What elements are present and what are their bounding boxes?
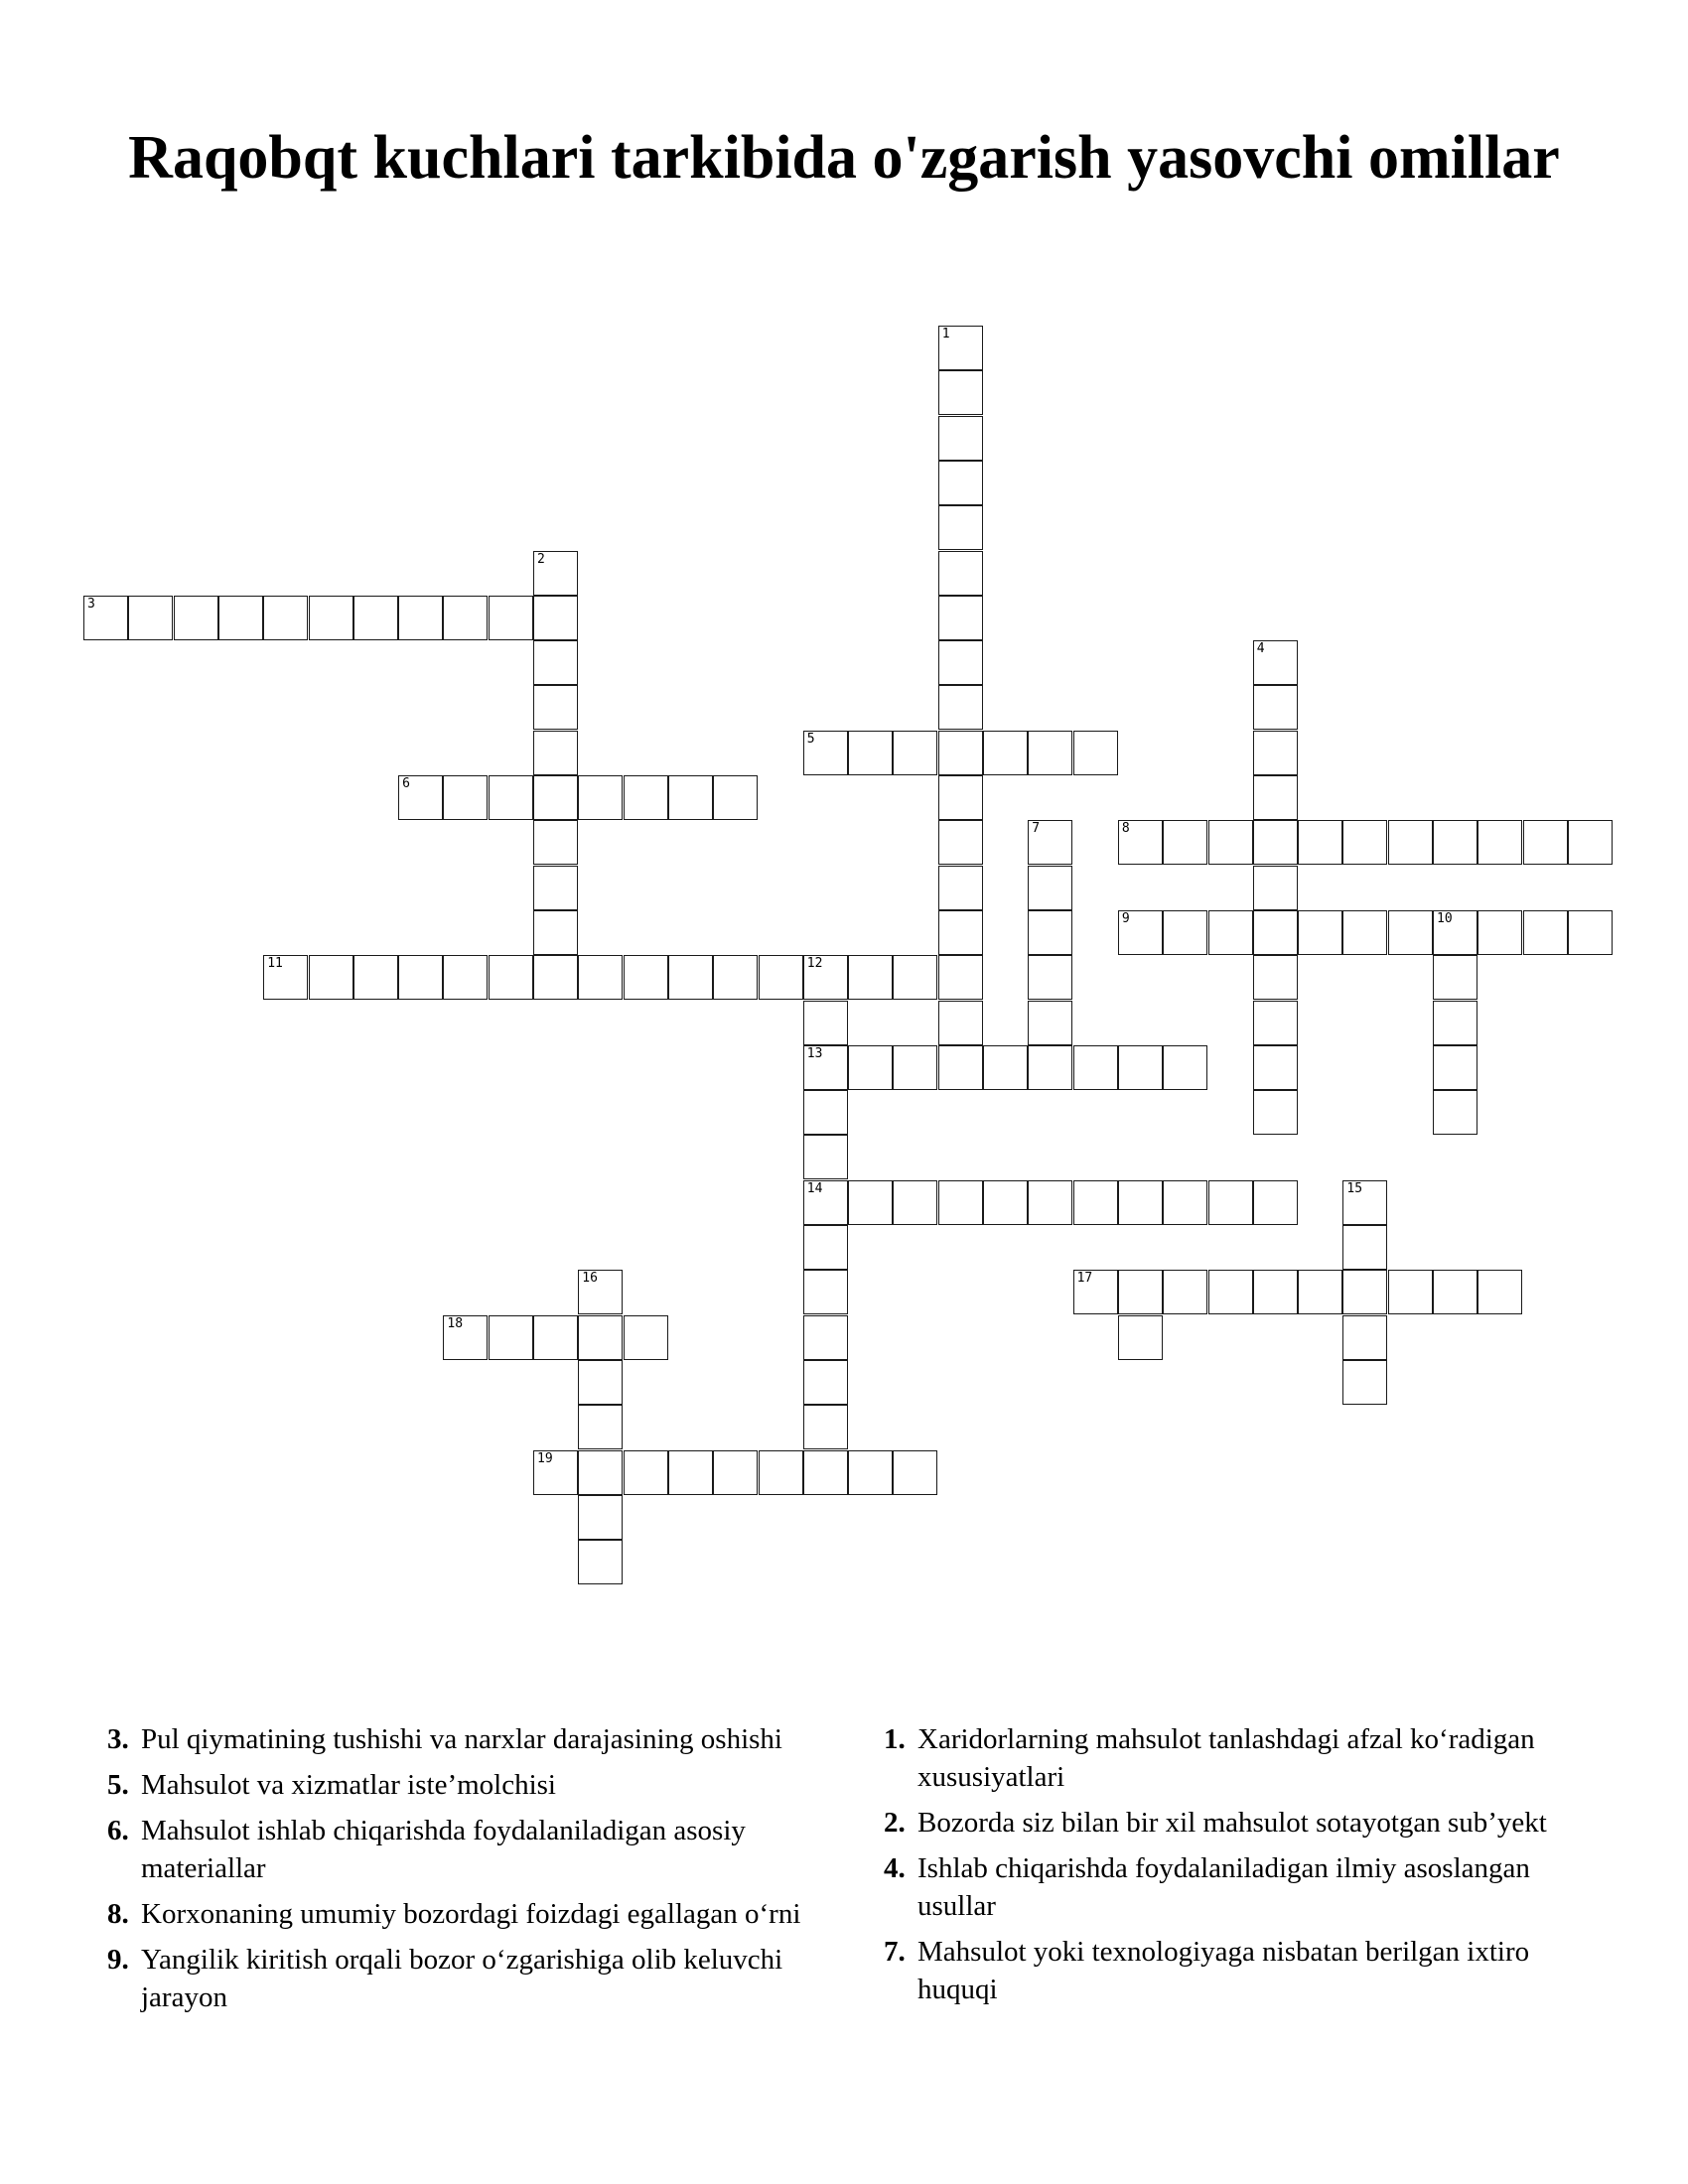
grid-cell[interactable] bbox=[533, 685, 578, 730]
grid-cell[interactable] bbox=[443, 596, 488, 640]
grid-cell[interactable] bbox=[1433, 1090, 1477, 1135]
grid-cell[interactable] bbox=[803, 1135, 848, 1179]
clue-text: Ishlab chiqarishda foydalaniladigan ilmiy asoslangan usullar bbox=[917, 1852, 1530, 1922]
grid-cell[interactable] bbox=[1253, 731, 1298, 775]
grid-cell[interactable] bbox=[1253, 1270, 1298, 1314]
clue-item bbox=[107, 1941, 802, 2016]
clue-item bbox=[884, 1849, 1579, 1925]
grid-cell[interactable] bbox=[1433, 910, 1477, 955]
grid-cell[interactable] bbox=[803, 1270, 848, 1314]
grid-cell[interactable] bbox=[1073, 731, 1118, 775]
cell-number: 12 bbox=[806, 956, 823, 972]
grid-cell[interactable] bbox=[1388, 820, 1433, 865]
grid-cell[interactable] bbox=[1253, 640, 1298, 685]
grid-cell[interactable] bbox=[443, 1315, 488, 1360]
grid-cell[interactable] bbox=[938, 685, 983, 730]
clue-number: 3. bbox=[107, 1723, 129, 1755]
grid-cell[interactable] bbox=[1028, 910, 1072, 955]
clue-text: Korxonaning umumiy bozordagi foizdagi egallagan o‘rni bbox=[141, 1898, 801, 1930]
grid-cell[interactable] bbox=[1028, 1045, 1072, 1090]
grid-cell[interactable] bbox=[1253, 1180, 1298, 1225]
cell-number: 3 bbox=[87, 596, 95, 612]
cell-number: 9 bbox=[1121, 910, 1130, 926]
grid-cell[interactable] bbox=[533, 731, 578, 775]
grid-cell[interactable] bbox=[893, 1180, 937, 1225]
grid-cell[interactable] bbox=[578, 955, 623, 1000]
grid-cell[interactable] bbox=[533, 910, 578, 955]
grid-cell[interactable] bbox=[1118, 910, 1163, 955]
grid-cell[interactable] bbox=[893, 1045, 937, 1090]
grid-cell[interactable] bbox=[713, 1450, 758, 1495]
grid-cell[interactable] bbox=[938, 820, 983, 865]
cell-number: 19 bbox=[537, 1450, 553, 1466]
cell-number: 15 bbox=[1346, 1180, 1363, 1196]
clue-number: 9. bbox=[107, 1944, 129, 1976]
grid-cell[interactable] bbox=[938, 461, 983, 505]
clue-text: Mahsulot va xizmatlar iste’molchisi bbox=[141, 1769, 556, 1801]
grid-cell[interactable] bbox=[263, 596, 308, 640]
grid-cell[interactable] bbox=[489, 775, 533, 820]
grid-cell[interactable] bbox=[803, 1315, 848, 1360]
grid-cell[interactable] bbox=[938, 1001, 983, 1045]
grid-cell[interactable] bbox=[128, 596, 173, 640]
grid-cell[interactable] bbox=[938, 596, 983, 640]
grid-cell[interactable] bbox=[1073, 1045, 1118, 1090]
grid-cell[interactable] bbox=[803, 1360, 848, 1405]
clue-number: 8. bbox=[107, 1898, 129, 1930]
grid-cell[interactable] bbox=[533, 1315, 578, 1360]
grid-cell[interactable] bbox=[938, 416, 983, 461]
grid-cell[interactable] bbox=[578, 1540, 623, 1584]
grid-cell[interactable] bbox=[893, 955, 937, 1000]
grid-cell[interactable] bbox=[803, 1090, 848, 1135]
grid-cell[interactable] bbox=[624, 1450, 668, 1495]
grid-cell[interactable] bbox=[713, 775, 758, 820]
cell-number: 10 bbox=[1437, 910, 1453, 926]
cell-number: 16 bbox=[582, 1271, 598, 1287]
clue-text: Mahsulot ishlab chiqarishda foydalaniladigan asosiy materiallar bbox=[141, 1815, 746, 1884]
grid-cell[interactable] bbox=[1298, 820, 1342, 865]
cell-number: 1 bbox=[941, 327, 950, 341]
down-clues bbox=[884, 1720, 1579, 2016]
grid-cell[interactable] bbox=[1342, 820, 1387, 865]
cell-number: 7 bbox=[1032, 821, 1041, 837]
grid-cell[interactable] bbox=[668, 775, 713, 820]
grid-cell[interactable] bbox=[1477, 1270, 1522, 1314]
grid-cell[interactable] bbox=[1523, 820, 1568, 865]
grid-cell[interactable] bbox=[938, 731, 983, 775]
grid-cell[interactable] bbox=[624, 1315, 668, 1360]
grid-cell[interactable] bbox=[1388, 1270, 1433, 1314]
clue-text: Yangilik kiritish orqali bozor o‘zgarishiga olib keluvchi jarayon bbox=[141, 1944, 783, 2013]
grid-cell[interactable] bbox=[533, 1450, 578, 1495]
grid-cell[interactable] bbox=[1073, 1270, 1118, 1314]
grid-cell[interactable] bbox=[983, 731, 1028, 775]
grid-cell[interactable] bbox=[489, 955, 533, 1000]
cell-number: 14 bbox=[806, 1180, 823, 1196]
clue-text: Mahsulot yoki texnologiyaga nisbatan berilgan ixtiro huquqi bbox=[917, 1936, 1530, 2005]
grid-cell[interactable] bbox=[938, 910, 983, 955]
clue-item bbox=[884, 1933, 1579, 2008]
page-title: Raqobqt kuchlari tarkibida o'zgarish yasovchi omillar bbox=[128, 124, 1560, 192]
grid-cell[interactable] bbox=[83, 596, 128, 640]
grid-cell[interactable] bbox=[578, 1270, 623, 1314]
grid-cell[interactable] bbox=[668, 955, 713, 1000]
grid-cell[interactable] bbox=[938, 1180, 983, 1225]
cell-number: 2 bbox=[537, 551, 545, 567]
grid-cell[interactable] bbox=[938, 1045, 983, 1090]
cell-number: 17 bbox=[1076, 1271, 1093, 1287]
grid-cell[interactable] bbox=[398, 596, 443, 640]
grid-cell[interactable] bbox=[759, 955, 803, 1000]
grid-cell[interactable] bbox=[938, 326, 983, 370]
clue-item bbox=[884, 1720, 1579, 1796]
grid-cell[interactable] bbox=[938, 866, 983, 910]
grid-cell[interactable] bbox=[489, 596, 533, 640]
clue-number: 7. bbox=[884, 1936, 906, 1968]
grid-cell[interactable] bbox=[1253, 685, 1298, 730]
grid-cell[interactable] bbox=[893, 731, 937, 775]
grid-cell[interactable] bbox=[1163, 1180, 1207, 1225]
grid-cell[interactable] bbox=[759, 1450, 803, 1495]
grid-cell[interactable] bbox=[803, 731, 848, 775]
grid-cell[interactable] bbox=[848, 1450, 893, 1495]
cell-number: 8 bbox=[1121, 821, 1130, 837]
grid-cell[interactable] bbox=[1163, 820, 1207, 865]
cell-number: 13 bbox=[806, 1045, 823, 1061]
grid-cell[interactable] bbox=[938, 551, 983, 596]
grid-cell[interactable] bbox=[1433, 1045, 1477, 1090]
grid-cell[interactable] bbox=[803, 1405, 848, 1449]
clue-number: 2. bbox=[884, 1807, 906, 1839]
grid-cell[interactable] bbox=[1163, 1270, 1207, 1314]
clue-item bbox=[107, 1720, 802, 1758]
grid-cell[interactable] bbox=[1208, 1270, 1253, 1314]
grid-cell[interactable] bbox=[803, 1180, 848, 1225]
grid-cell[interactable] bbox=[533, 866, 578, 910]
grid-cell[interactable] bbox=[353, 955, 398, 1000]
grid-cell[interactable] bbox=[1342, 1270, 1387, 1314]
grid-cell[interactable] bbox=[938, 505, 983, 550]
grid-cell[interactable] bbox=[1477, 820, 1522, 865]
grid-cell[interactable] bbox=[1253, 1001, 1298, 1045]
grid-cell[interactable] bbox=[1342, 1180, 1387, 1225]
grid-cell[interactable] bbox=[1342, 1315, 1387, 1360]
grid-cell[interactable] bbox=[578, 775, 623, 820]
cell-number: 5 bbox=[806, 731, 815, 747]
grid-cell[interactable] bbox=[533, 640, 578, 685]
grid-cell[interactable] bbox=[533, 596, 578, 640]
cell-number: 18 bbox=[447, 1315, 464, 1331]
grid-cell[interactable] bbox=[1163, 910, 1207, 955]
grid-cell[interactable] bbox=[1568, 910, 1613, 955]
grid-cell[interactable] bbox=[578, 1315, 623, 1360]
clue-number: 4. bbox=[884, 1852, 906, 1884]
grid-cell[interactable] bbox=[713, 955, 758, 1000]
grid-cell[interactable] bbox=[533, 820, 578, 865]
grid-cell[interactable] bbox=[578, 1360, 623, 1405]
grid-cell[interactable] bbox=[309, 596, 353, 640]
grid-cell[interactable] bbox=[443, 955, 488, 1000]
grid-cell[interactable] bbox=[1028, 820, 1072, 865]
grid-cell[interactable] bbox=[803, 1045, 848, 1090]
grid-cell[interactable] bbox=[848, 1045, 893, 1090]
clue-number: 5. bbox=[107, 1769, 129, 1801]
grid-cell[interactable] bbox=[848, 731, 893, 775]
grid-cell[interactable] bbox=[263, 955, 308, 1000]
grid-cell[interactable] bbox=[983, 1045, 1028, 1090]
grid-cell[interactable] bbox=[624, 955, 668, 1000]
grid-cell[interactable] bbox=[803, 1225, 848, 1270]
cell-number: 11 bbox=[267, 956, 283, 972]
grid-cell[interactable] bbox=[1253, 1090, 1298, 1135]
grid-cell[interactable] bbox=[1118, 1180, 1163, 1225]
grid-cell[interactable] bbox=[218, 596, 263, 640]
grid-cell[interactable] bbox=[1253, 1045, 1298, 1090]
grid-cell[interactable] bbox=[1433, 955, 1477, 1000]
grid-cell[interactable] bbox=[578, 1495, 623, 1540]
grid-cell[interactable] bbox=[1118, 1315, 1163, 1360]
grid-cell[interactable] bbox=[398, 955, 443, 1000]
grid-cell[interactable] bbox=[668, 1450, 713, 1495]
grid-cell[interactable] bbox=[1253, 820, 1298, 865]
clue-text: Bozorda siz bilan bir xil mahsulot sotayotgan sub’yekt bbox=[917, 1807, 1547, 1839]
grid-cell[interactable] bbox=[803, 955, 848, 1000]
grid-cell[interactable] bbox=[1477, 910, 1522, 955]
grid-cell[interactable] bbox=[1433, 820, 1477, 865]
grid-cell[interactable] bbox=[1073, 1180, 1118, 1225]
grid-cell[interactable] bbox=[353, 596, 398, 640]
grid-cell[interactable] bbox=[848, 1180, 893, 1225]
grid-cell[interactable] bbox=[489, 1315, 533, 1360]
grid-cell[interactable] bbox=[1028, 1180, 1072, 1225]
grid-cell[interactable] bbox=[1298, 910, 1342, 955]
grid-cell[interactable] bbox=[1433, 1001, 1477, 1045]
grid-cell[interactable] bbox=[578, 1405, 623, 1449]
grid-cell[interactable] bbox=[1253, 775, 1298, 820]
clue-item bbox=[884, 1804, 1579, 1842]
grid-cell[interactable] bbox=[1028, 1001, 1072, 1045]
grid-cell[interactable] bbox=[1208, 910, 1253, 955]
clue-text: Xaridorlarning mahsulot tanlashdagi afzal ko‘radigan xususiyatlari bbox=[917, 1723, 1535, 1793]
grid-cell[interactable] bbox=[309, 955, 353, 1000]
grid-cell[interactable] bbox=[1388, 910, 1433, 955]
grid-cell[interactable] bbox=[1118, 820, 1163, 865]
across-clues bbox=[107, 1720, 802, 2024]
grid-cell[interactable] bbox=[1208, 820, 1253, 865]
grid-cell[interactable] bbox=[624, 775, 668, 820]
grid-cell[interactable] bbox=[1118, 1045, 1163, 1090]
grid-cell[interactable] bbox=[533, 551, 578, 596]
grid-cell[interactable] bbox=[893, 1450, 937, 1495]
grid-cell[interactable] bbox=[983, 1180, 1028, 1225]
grid-cell[interactable] bbox=[1253, 910, 1298, 955]
grid-cell[interactable] bbox=[1028, 866, 1072, 910]
grid-cell[interactable] bbox=[848, 955, 893, 1000]
grid-cell[interactable] bbox=[1028, 731, 1072, 775]
clue-number: 1. bbox=[884, 1723, 906, 1755]
clue-number: 6. bbox=[107, 1815, 129, 1846]
grid-cell[interactable] bbox=[1342, 910, 1387, 955]
grid-cell[interactable] bbox=[174, 596, 218, 640]
grid-cell[interactable] bbox=[1342, 1225, 1387, 1270]
cell-number: 4 bbox=[1256, 641, 1265, 657]
grid-cell[interactable] bbox=[1163, 1045, 1207, 1090]
clue-text: Pul qiymatining tushishi va narxlar darajasining oshishi bbox=[141, 1723, 782, 1755]
grid-cell[interactable] bbox=[1523, 910, 1568, 955]
grid-cell[interactable] bbox=[578, 1450, 623, 1495]
grid-cell[interactable] bbox=[398, 775, 443, 820]
grid-cell[interactable] bbox=[1342, 1360, 1387, 1405]
grid-cell[interactable] bbox=[1433, 1270, 1477, 1314]
clue-item bbox=[107, 1895, 802, 1933]
grid-cell[interactable] bbox=[938, 370, 983, 415]
grid-cell[interactable] bbox=[1253, 955, 1298, 1000]
grid-cell[interactable] bbox=[443, 775, 488, 820]
grid-cell[interactable] bbox=[1028, 955, 1072, 1000]
clue-item bbox=[107, 1766, 802, 1804]
grid-cell[interactable] bbox=[803, 1450, 848, 1495]
clue-item bbox=[107, 1812, 802, 1887]
grid-cell[interactable] bbox=[1568, 820, 1613, 865]
cell-number: 6 bbox=[402, 776, 410, 791]
grid-cell[interactable] bbox=[1208, 1180, 1253, 1225]
grid-cell[interactable] bbox=[533, 775, 578, 820]
grid-cell[interactable] bbox=[533, 955, 578, 1000]
grid-cell[interactable] bbox=[1298, 1270, 1342, 1314]
grid-cell[interactable] bbox=[803, 1001, 848, 1045]
grid-cell[interactable] bbox=[938, 775, 983, 820]
grid-cell[interactable] bbox=[938, 640, 983, 685]
grid-cell[interactable] bbox=[938, 955, 983, 1000]
grid-cell[interactable] bbox=[1253, 866, 1298, 910]
grid-cell[interactable] bbox=[1118, 1270, 1163, 1314]
